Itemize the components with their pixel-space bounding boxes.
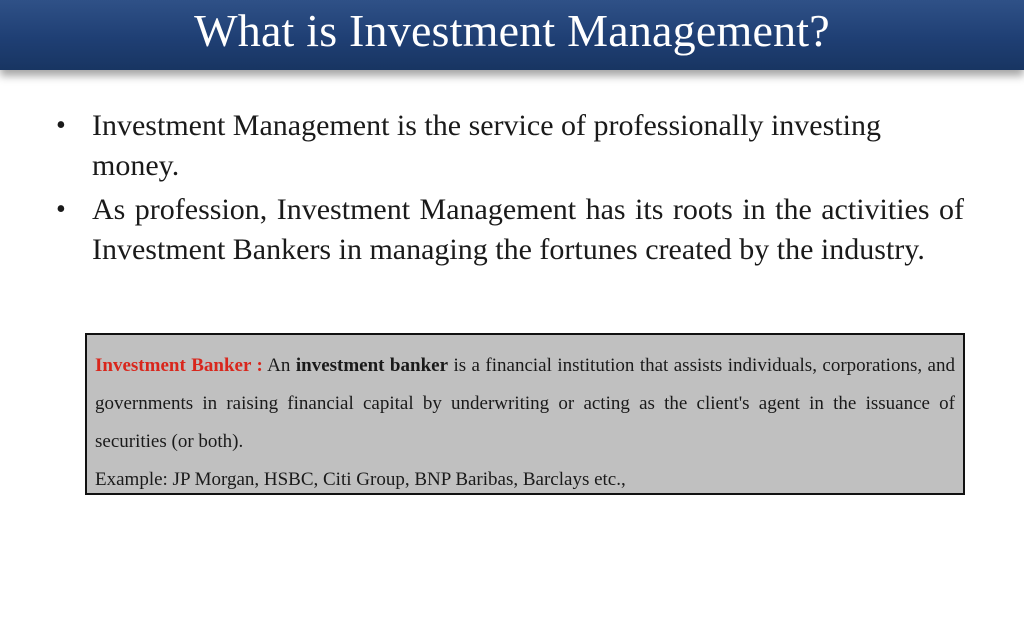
definition-bold-phrase: investment banker (295, 355, 449, 376)
definition-text-before: An (262, 355, 296, 376)
slide-title: What is Investment Management? (194, 5, 830, 56)
bullet-text: As profession, Investment Management has its roots in the activities of Investment Bankers in managing the fortunes created by the industry. (92, 193, 964, 266)
bullet-text: Investment Management is the service of professionally investing money. (92, 109, 881, 182)
bullet-item (56, 190, 964, 270)
example-line: Example: JP Morgan, HSBC, Citi Group, BNP Baribas, Barclays etc., (95, 469, 626, 490)
definition-paragraph (95, 347, 955, 461)
bullet-dot: • (56, 194, 66, 225)
bullet-dot: • (56, 110, 66, 141)
bullet-item (56, 106, 964, 186)
bullet-list (56, 106, 964, 274)
definition-term: Investment Banker : (95, 355, 263, 376)
definition-box (85, 333, 965, 495)
title-bar (0, 0, 1024, 70)
definition-text-after: is a financial institution that assists individuals, corporations, and governments in raising financial capital by underwriting or acting as the client's agent in the issuance of securities (or both). (95, 355, 955, 452)
